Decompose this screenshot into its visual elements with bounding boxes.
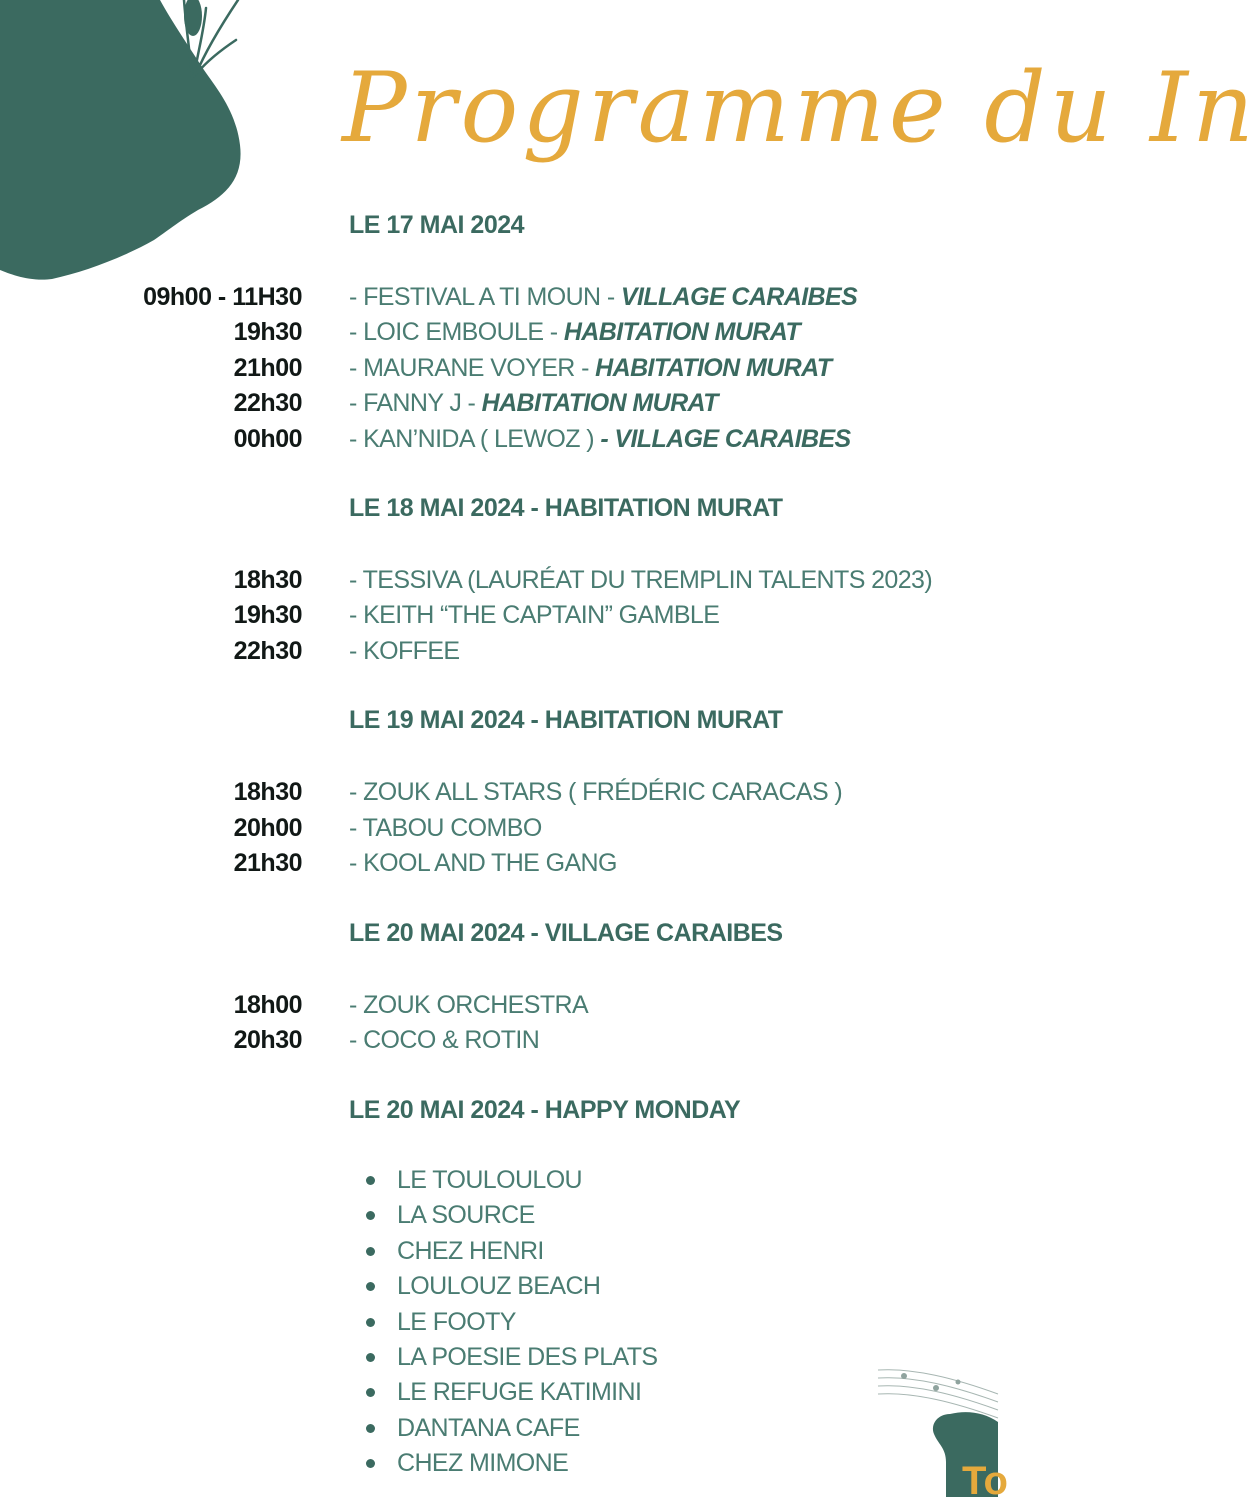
logo-lettering: To xyxy=(962,1459,1008,1497)
list-item: CHEZ MIMONE xyxy=(366,1446,657,1481)
event-act: - FESTIVAL A TI MOUN - VILLAGE CARAIBES xyxy=(349,283,858,311)
event-act: - MAURANE VOYER - HABITATION MURAT xyxy=(349,354,832,382)
event-act: - ZOUK ALL STARS ( FRÉDÉRIC CARACAS ) xyxy=(349,778,843,806)
list-item: LE REFUGE KATIMINI xyxy=(366,1375,657,1410)
island-plant-decoration xyxy=(0,0,270,285)
event-venue: HABITATION MURAT xyxy=(481,389,718,417)
schedule-row xyxy=(0,386,998,420)
schedule-row xyxy=(0,280,998,314)
day-heading: LE 17 MAI 2024 xyxy=(349,211,525,239)
day-heading: LE 20 MAI 2024 - HAPPY MONDAY xyxy=(349,1096,741,1124)
event-time: 20h30 xyxy=(233,1026,302,1054)
event-act: - KOOL AND THE GANG xyxy=(349,849,617,877)
event-act: - TESSIVA (LAURÉAT DU TREMPLIN TALENTS 2023) xyxy=(349,566,933,594)
event-act: - KEITH “THE CAPTAIN” GAMBLE xyxy=(349,601,720,629)
event-time: 18h00 xyxy=(233,991,302,1019)
event-act: - LOIC EMBOULE - HABITATION MURAT xyxy=(349,318,801,346)
event-time: 21h00 xyxy=(233,354,302,382)
bullet-icon xyxy=(366,1176,375,1185)
schedule-row xyxy=(0,846,998,880)
schedule-row xyxy=(0,811,998,845)
event-time: 22h30 xyxy=(233,637,302,665)
day-heading: LE 19 MAI 2024 - HABITATION MURAT xyxy=(349,706,783,734)
event-time: 18h30 xyxy=(233,778,302,806)
schedule-row xyxy=(0,634,998,668)
schedule-row xyxy=(0,1023,998,1057)
schedule-row xyxy=(0,422,998,456)
event-time: 19h30 xyxy=(233,318,302,346)
list-item: DANTANA CAFE xyxy=(366,1411,657,1446)
bullet-icon xyxy=(366,1353,375,1362)
event-venue: HABITATION MURAT xyxy=(595,354,832,382)
schedule-row xyxy=(0,988,998,1022)
happy-monday-list xyxy=(366,1163,657,1482)
event-act: - FANNY J - HABITATION MURAT xyxy=(349,389,718,417)
day-heading: LE 18 MAI 2024 - HABITATION MURAT xyxy=(349,494,783,522)
list-item: CHEZ HENRI xyxy=(366,1234,657,1269)
event-venue: - VILLAGE CARAIBES xyxy=(600,425,851,453)
list-item: LOULOUZ BEACH xyxy=(366,1269,657,1304)
event-act: - KAN’NIDA ( LEWOZ ) - VILLAGE CARAIBES xyxy=(349,425,851,453)
schedule-row xyxy=(0,598,998,632)
list-item: LE FOOTY xyxy=(366,1305,657,1340)
event-time: 19h30 xyxy=(233,601,302,629)
schedule-row xyxy=(0,563,998,597)
event-time: 00h00 xyxy=(233,425,302,453)
event-act: - ZOUK ORCHESTRA xyxy=(349,991,589,1019)
list-item: LA SOURCE xyxy=(366,1198,657,1233)
event-venue: HABITATION MURAT xyxy=(563,318,801,346)
event-time: 20h00 xyxy=(233,814,302,842)
schedule-row xyxy=(0,315,998,349)
bullet-icon xyxy=(366,1318,375,1327)
bullet-icon xyxy=(366,1388,375,1397)
page-title: Programme du In xyxy=(342,52,1258,164)
music-notes-logo xyxy=(874,1352,1008,1497)
event-act: - TABOU COMBO xyxy=(349,814,542,842)
event-time: 21h30 xyxy=(233,849,302,877)
event-time: 09h00 - 11H30 xyxy=(143,283,302,311)
bullet-icon xyxy=(366,1459,375,1468)
event-act: - COCO & ROTIN xyxy=(349,1026,540,1054)
schedule-row xyxy=(0,351,998,385)
day-heading: LE 20 MAI 2024 - VILLAGE CARAIBES xyxy=(349,919,783,947)
event-time: 22h30 xyxy=(233,389,302,417)
event-venue: VILLAGE CARAIBES xyxy=(620,283,858,311)
bullet-icon xyxy=(366,1282,375,1291)
bullet-icon xyxy=(366,1424,375,1433)
list-item: LA POESIE DES PLATS xyxy=(366,1340,657,1375)
bullet-icon xyxy=(366,1247,375,1256)
schedule-row xyxy=(0,775,998,809)
event-act: - KOFFEE xyxy=(349,637,460,665)
bullet-icon xyxy=(366,1211,375,1220)
event-time: 18h30 xyxy=(233,566,302,594)
list-item: LE TOULOULOU xyxy=(366,1163,657,1198)
